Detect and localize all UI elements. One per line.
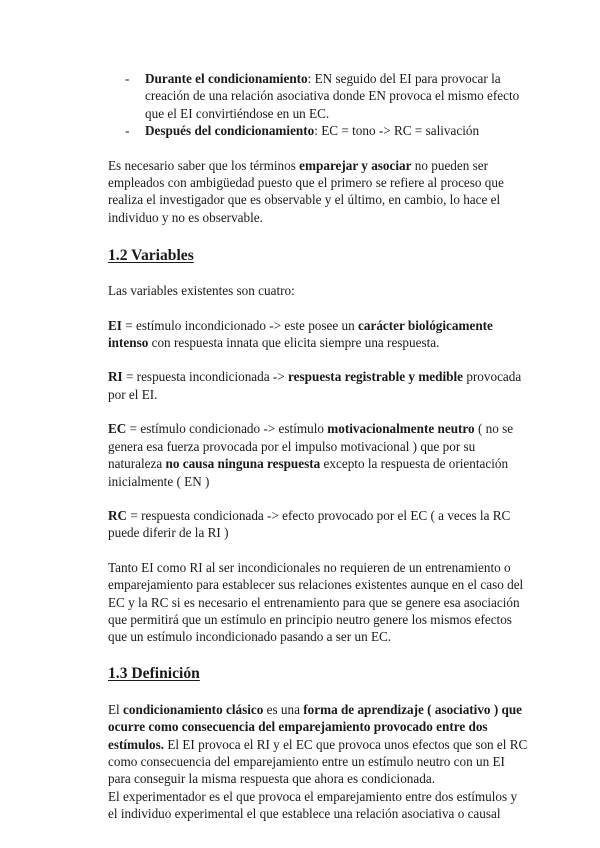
section-heading-definition: 1.3 Definición	[108, 664, 200, 682]
conditioning-phase-list	[108, 70, 528, 140]
text-run: con respuesta innata que elicita siempre una respuesta.	[148, 335, 440, 351]
list-item-term: Durante el condicionamiento	[145, 71, 308, 86]
list-item	[108, 122, 528, 139]
variable-label: EC	[108, 421, 127, 437]
bold-run: emparejar y asociar	[299, 157, 412, 173]
terms-paragraph	[108, 157, 528, 227]
variable-label: EI	[108, 317, 122, 333]
variables-lead: Las variables existentes son cuatro:	[108, 283, 295, 299]
variable-ec	[108, 420, 528, 490]
list-item	[108, 70, 528, 122]
bold-run: forma de aprendizaje ( asociativo ) que ocurre como consecuencia del emparejamiento provocado entre dos estímulos.	[108, 701, 523, 752]
list-item-text: : EN seguido del EI para provocar la creación de una relación asociativa donde EN provoca el mismo efecto que el EI convirtiéndose en un EC.	[145, 71, 520, 121]
text-run: = estímulo condicionado -> estímulo	[126, 421, 328, 437]
text-run: ( no se genera esa fuerza provocada por el impulso motivacional ) que por su naturaleza	[108, 421, 514, 472]
bold-run: carácter biológicamente intenso	[108, 317, 493, 351]
variables-closing-paragraph: Tanto EI como RI al ser incondicionales no requieren de un entrenamiento o emparejamiento para establecer sus relaciones existentes aunque en el caso del EC y la RC si es necesario el entrenamiento para que se genere esa asociación que permitirá que un estímulo en principio neutro genere los mismos efectos que un estímulo incondicionado pasando a ser un EC.	[108, 559, 524, 645]
text-run: El	[108, 701, 124, 717]
list-item-text: : EC = tono -> RC = salivación	[314, 123, 480, 139]
variable-label: RC	[108, 507, 128, 523]
variable-ri	[108, 368, 528, 403]
text-run: Es necesario saber que los términos	[108, 157, 300, 173]
list-item-term: Después del condicionamiento	[145, 123, 315, 139]
text-run: El EI provoca el RI y el EC que provoca unos efectos que son el RC como consecuencia del emparejamiento entre un estímulo neutro con un EI para conseguir la misma respuesta que ahora es condicionada.	[108, 736, 528, 787]
variable-ei	[108, 317, 528, 352]
text-run: = respuesta incondicionada ->	[122, 369, 289, 385]
document-page	[108, 70, 528, 823]
experimenter-paragraph: El experimentador es el que provoca el emparejamiento entre dos estímulos y el individuo experimental el que establece una relación asociativa o causal	[108, 788, 518, 822]
definition-paragraph	[108, 701, 528, 788]
bold-run: respuesta registrable y medible	[288, 369, 464, 385]
variable-rc	[108, 507, 528, 542]
list-dash: -	[125, 123, 130, 139]
bold-run: condicionamiento clásico	[123, 701, 264, 717]
section-heading-variables: 1.2 Variables	[108, 247, 194, 265]
text-run: no pueden ser empleados con ambigüedad puesto que el primero se refiere al proceso que realiza el investigador que es observable y el último, en cambio, lo hace el individuo y no es observable.	[108, 157, 504, 225]
text-run: provocada por el EI.	[108, 369, 522, 402]
bold-run: motivacionalmente neutro	[327, 421, 475, 437]
text-run: = respuesta condicionada -> efecto provocado por el EC ( a veces la RC puede diferir de la RI )	[108, 507, 511, 541]
list-dash: -	[125, 71, 130, 86]
bold-run: no causa ninguna respuesta	[165, 456, 321, 472]
text-run: es una	[263, 701, 304, 717]
text-run: excepto la respuesta de orientación inicialmente ( EN )	[108, 456, 509, 489]
text-run: = estímulo incondicionado -> este posee un	[121, 317, 359, 333]
variable-label: RI	[108, 369, 123, 385]
